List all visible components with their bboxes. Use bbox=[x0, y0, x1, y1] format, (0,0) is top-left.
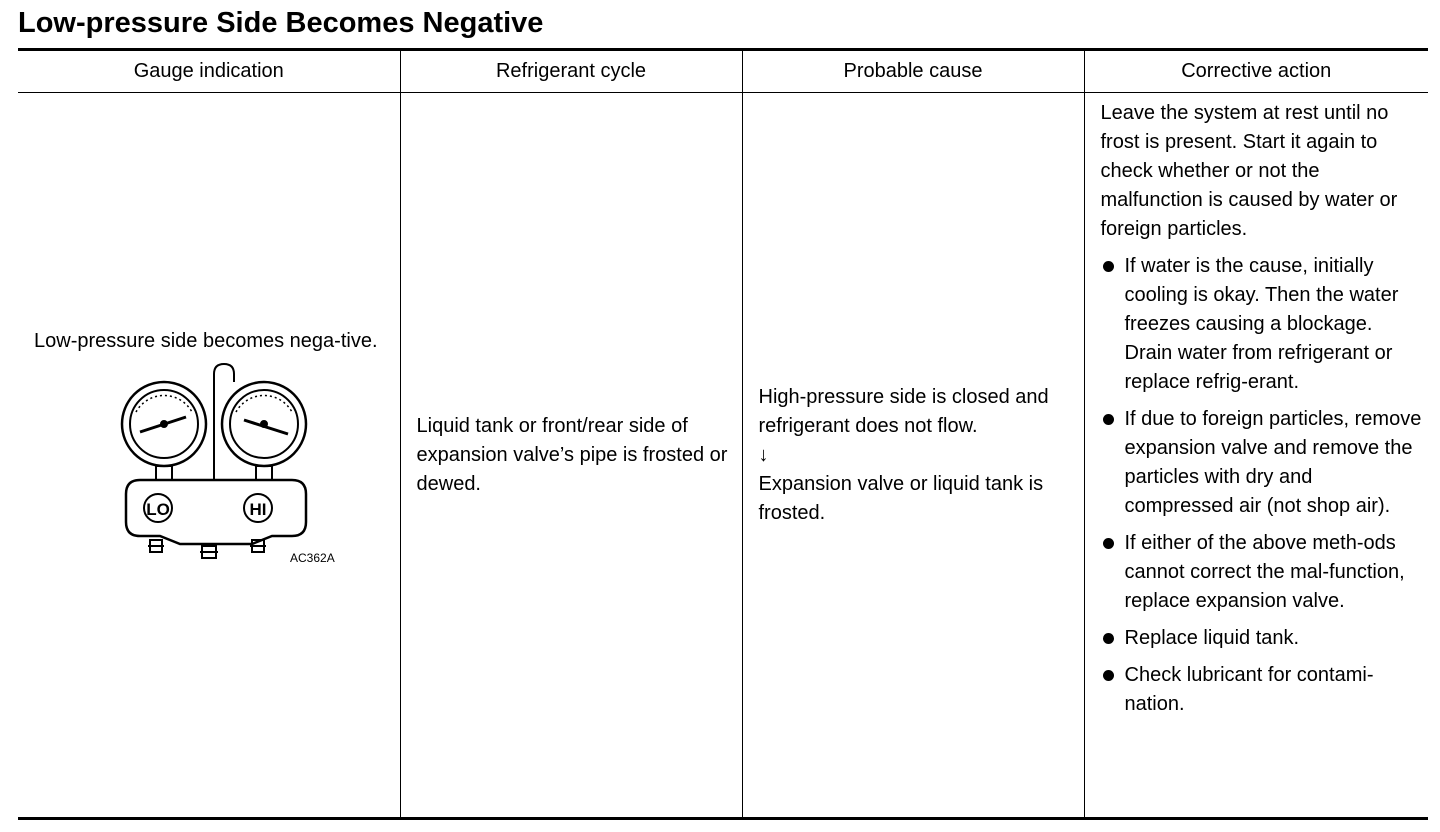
refrigerant-cycle-text: Liquid tank or front/rear side of expansion valve’s pipe is frosted or dewed. bbox=[416, 414, 728, 495]
list-item-text: Replace liquid tank. bbox=[1124, 627, 1300, 649]
corrective-action-cell bbox=[1084, 93, 1428, 818]
list-item-text: Check lubricant for contami-nation. bbox=[1124, 664, 1374, 715]
header-gauge-indication: Gauge indication bbox=[18, 51, 400, 93]
manifold-gauge-figure bbox=[102, 362, 362, 572]
hi-label: HI bbox=[249, 499, 267, 519]
page-title: Low-pressure Side Becomes Negative bbox=[18, 7, 544, 39]
list-item-text: If either of the above meth-ods cannot correct the mal-function, replace expansion valve. bbox=[1124, 532, 1405, 612]
diagnosis-table bbox=[18, 51, 1428, 817]
gauge-indication-cell bbox=[18, 93, 400, 818]
corrective-action-list bbox=[1101, 252, 1423, 719]
list-item-text: If due to foreign particles, remove expansion valve and remove the particles with dry and compressed air (not shop air). bbox=[1124, 408, 1422, 517]
probable-cause-line-2: Expansion valve or liquid tank is frosted. bbox=[758, 472, 1044, 524]
header-refrigerant-cycle: Refrigerant cycle bbox=[400, 51, 742, 93]
bullet-icon bbox=[1103, 538, 1114, 549]
bottom-rule bbox=[18, 817, 1428, 820]
list-item bbox=[1101, 252, 1423, 397]
probable-cause-cell bbox=[742, 93, 1084, 818]
header-corrective-action: Corrective action bbox=[1084, 51, 1428, 93]
list-item bbox=[1101, 661, 1423, 719]
header-probable-cause: Probable cause bbox=[742, 51, 1084, 93]
figure-code: AC362A bbox=[290, 550, 335, 565]
bullet-icon bbox=[1103, 670, 1114, 681]
bullet-icon bbox=[1103, 261, 1114, 272]
corrective-action-intro: Leave the system at rest until no frost is present. Start it again to check whether or not the malfunction is caused by water or foreign particles. bbox=[1100, 102, 1398, 240]
lo-label: LO bbox=[146, 499, 170, 519]
gauge-indication-text: Low-pressure side becomes nega-tive. bbox=[34, 329, 378, 352]
header-row bbox=[18, 51, 1428, 93]
list-item bbox=[1101, 624, 1423, 653]
probable-cause-line-1: High-pressure side is closed and refrigerant does not flow. bbox=[758, 385, 1049, 437]
list-item bbox=[1101, 529, 1423, 616]
bullet-icon bbox=[1103, 414, 1114, 425]
bullet-icon bbox=[1103, 633, 1114, 644]
refrigerant-cycle-cell bbox=[400, 93, 742, 818]
list-item-text: If water is the cause, initially cooling is okay. Then the water freezes causing a blockage. Drain water from refrigerant or replace refrig-erant. bbox=[1124, 255, 1399, 393]
table-row bbox=[18, 93, 1428, 818]
down-arrow-icon: ↓ bbox=[758, 443, 769, 466]
list-item bbox=[1101, 405, 1423, 521]
